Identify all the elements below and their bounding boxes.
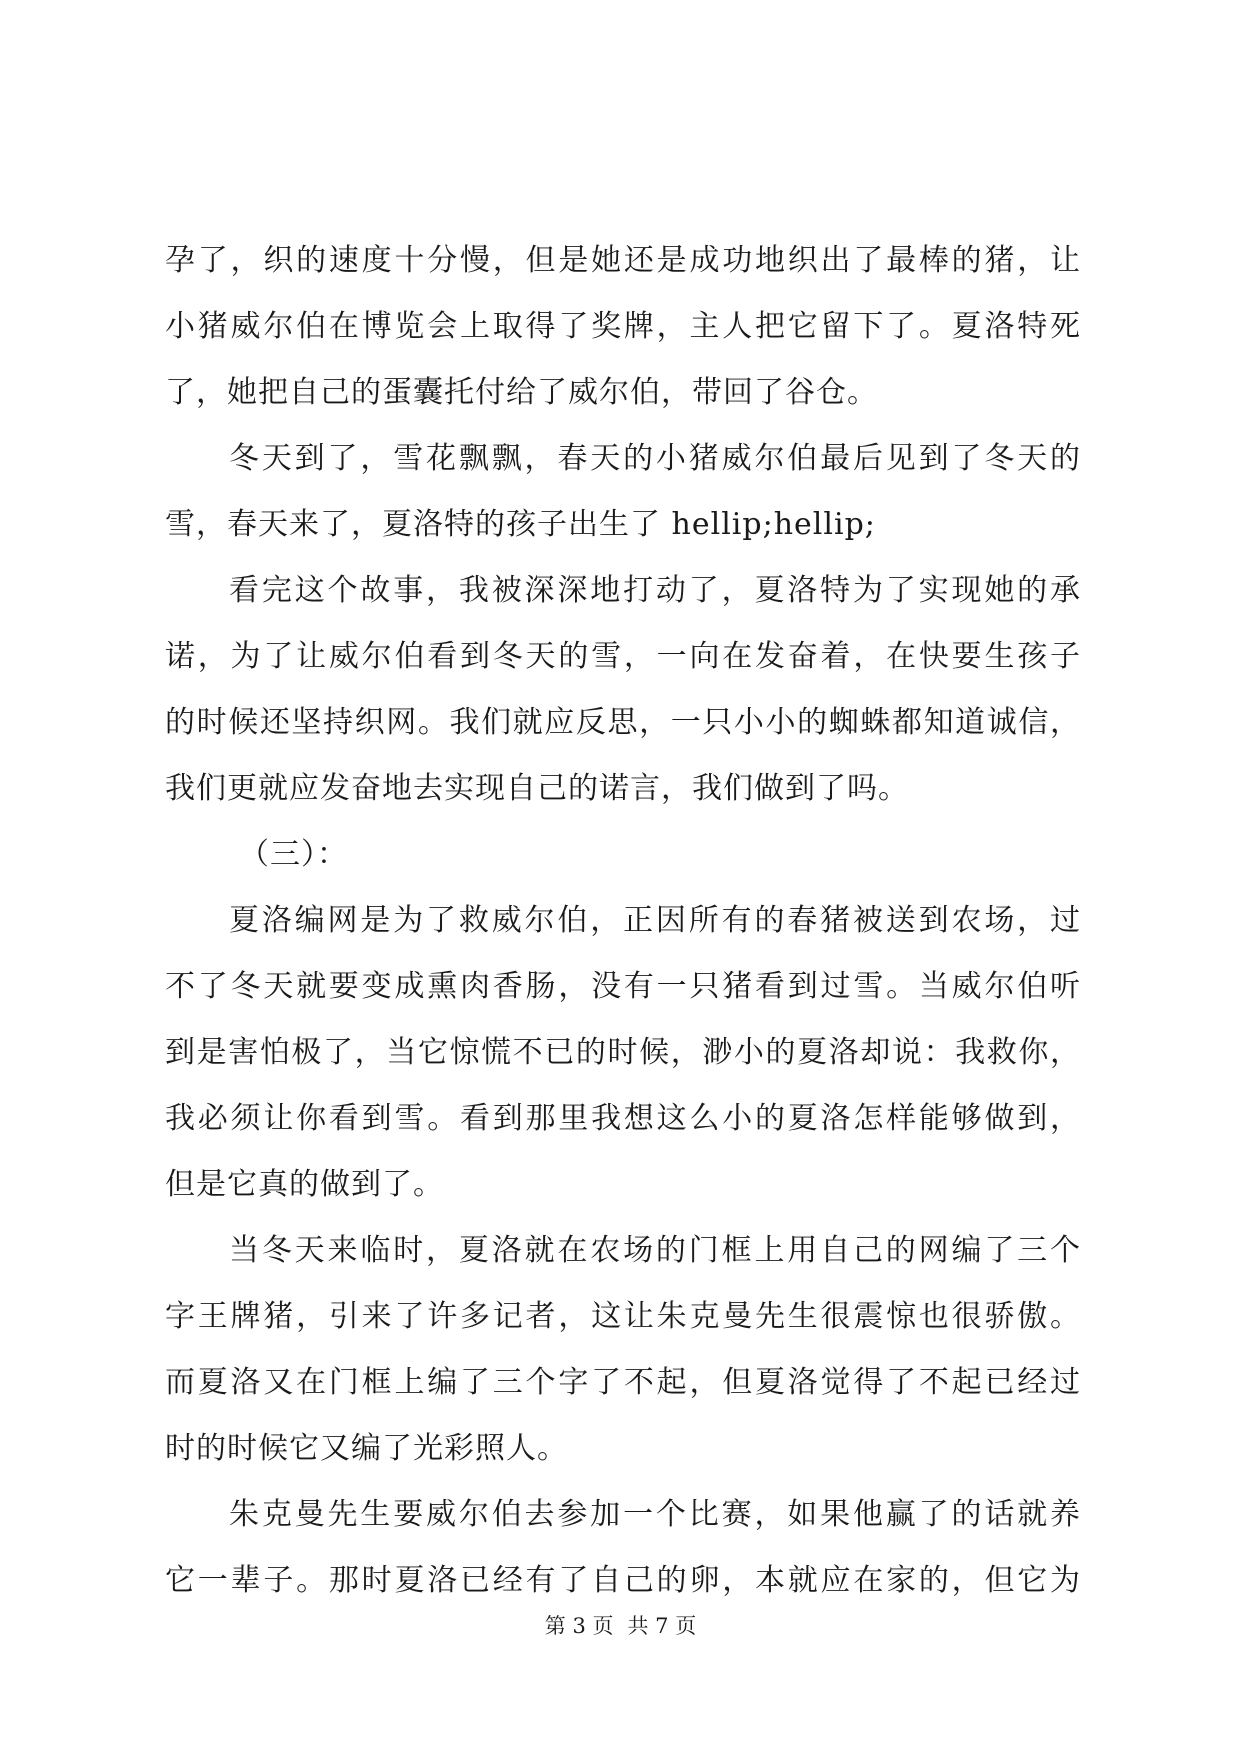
- text-line: 看完这个故事，我被深深地打动了，夏洛特为了实现她的承: [229, 573, 1081, 608]
- section-heading: （三）：: [239, 837, 348, 872]
- text-line: 而夏洛又在门框上编了三个字了不起，但夏洛觉得了不起已经过: [165, 1365, 1081, 1400]
- text-line: 我们更就应发奋地去实现自己的诺言，我们做到了吗。: [165, 771, 909, 806]
- text-line: 的时候还坚持织网。我们就应反思，一只小小的蜘蛛都知道诚信，: [165, 705, 1081, 740]
- document-body: [165, 228, 1081, 1614]
- text-line: 我必须让你看到雪。看到那里我想这么小的夏洛怎样能够做到，: [165, 1101, 1081, 1136]
- text-line: 到是害怕极了，当它惊慌不已的时候，渺小的夏洛却说：我救你，: [165, 1035, 1081, 1070]
- page-number: 第 3 页: [544, 1614, 614, 1638]
- text-line: 夏洛编网是为了救威尔伯，正因所有的春猪被送到农场，过: [229, 903, 1081, 938]
- text-line: 孕了，织的速度十分慢，但是她还是成功地织出了最棒的猪，让: [165, 243, 1081, 278]
- page-total: 共 7 页: [627, 1614, 697, 1638]
- text-line: 不了冬天就要变成熏肉香肠，没有一只猪看到过雪。当威尔伯听: [165, 969, 1081, 1004]
- text-line: 当冬天来临时，夏洛就在农场的门框上用自己的网编了三个: [229, 1233, 1081, 1268]
- page-footer: [0, 1610, 1241, 1640]
- text-line: 冬天到了，雪花飘飘，春天的小猪威尔伯最后见到了冬天的: [229, 441, 1081, 476]
- text-line: 雪，春天来了，夏洛特的孩子出生了 hellip;hellip;: [165, 507, 876, 542]
- text-line: 诺，为了让威尔伯看到冬天的雪，一向在发奋着，在快要生孩子: [165, 639, 1081, 674]
- text-line: 但是它真的做到了。: [165, 1167, 444, 1202]
- text-line: 朱克曼先生要威尔伯去参加一个比赛，如果他赢了的话就养: [229, 1497, 1081, 1532]
- text-line: 时的时候它又编了光彩照人。: [165, 1431, 568, 1466]
- text-line: 它一辈子。那时夏洛已经有了自己的卵，本就应在家的，但它为: [165, 1563, 1081, 1598]
- text-line: 了，她把自己的蛋囊托付给了威尔伯，带回了谷仓。: [165, 375, 878, 410]
- text-line: 字王牌猪，引来了许多记者，这让朱克曼先生很震惊也很骄傲。: [165, 1299, 1081, 1334]
- text-line: 小猪威尔伯在博览会上取得了奖牌，主人把它留下了。夏洛特死: [165, 309, 1081, 344]
